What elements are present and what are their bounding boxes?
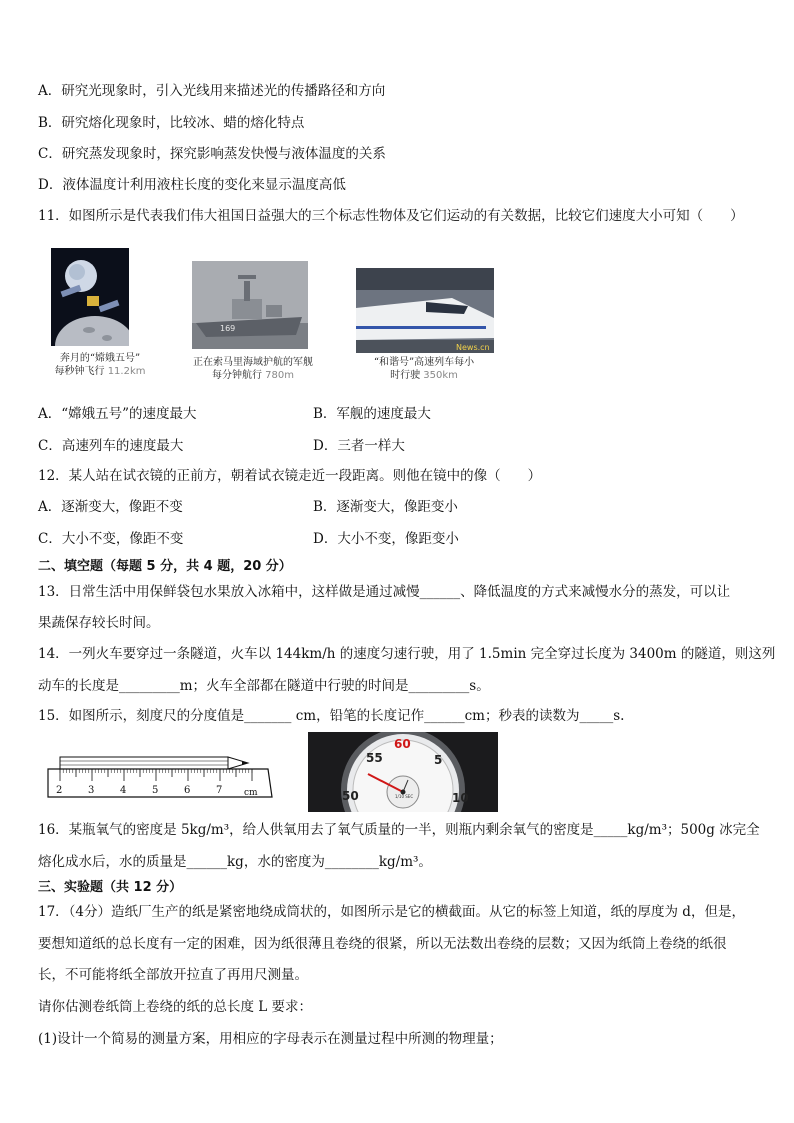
ruler-pencil-figure: [46, 753, 276, 809]
ruler-tick-label: 6: [184, 785, 191, 796]
stopwatch-number: 55: [366, 751, 383, 765]
train-watermark: News.cn: [456, 343, 490, 352]
q11-option-d: D．三者一样大: [313, 438, 405, 454]
change5-satellite-image: [51, 248, 129, 346]
section2-title: 二、填空题（每题 5 分，共 4 题，20 分）: [38, 559, 292, 574]
image3-caption-line1: “和谐号”高速列车每小: [373, 357, 475, 368]
q11-image3-caption: [358, 356, 490, 382]
q12-option-c: C．大小不变，像距不变: [38, 531, 184, 547]
q11-image2-caption: [180, 356, 326, 382]
section3-title: 三、实验题（共 12 分）: [38, 880, 183, 895]
q11-stem: 11．如图所示是代表我们伟大祖国日益强大的三个标志性物体及它们运动的有关数据，比较它们速度大小可知（ ）: [38, 208, 744, 224]
q10-option-d: D．液体温度计利用液柱长度的变化来显示温度高低: [38, 177, 346, 193]
q14-line2: 动车的长度是_________m；火车全部都在隧道中行驶的时间是_________s。: [38, 678, 490, 694]
stopwatch-number: 50: [342, 789, 359, 803]
image2-caption-line1: 正在索马里海域护航的军舰: [193, 357, 313, 368]
image3-value: 350km: [423, 370, 458, 381]
q11-image1-caption: [40, 352, 160, 378]
q17-line5: (1)设计一个简易的测量方案，用相应的字母表示在测量过程中所测的物理量；: [38, 1031, 503, 1047]
q12-option-a: A．逐渐变大，像距不变: [38, 499, 183, 515]
stopwatch-center-label: 1/10 SEC: [395, 794, 414, 799]
image2-caption-line2: 每分钟航行: [211, 370, 262, 381]
q17-line4: 请你估测卷纸筒上卷绕的纸的总长度 L 要求：: [38, 999, 313, 1015]
image2-value: 780m: [265, 370, 294, 381]
q13-line2: 果蔬保存较长时间。: [38, 615, 160, 631]
stopwatch-number: 5: [434, 753, 443, 767]
q11-option-c: C．高速列车的速度最大: [38, 438, 184, 454]
warship-image: [192, 261, 308, 349]
image1-value: 11.2km: [107, 366, 146, 377]
q12-option-b: B．逐渐变大，像距变小: [313, 499, 458, 515]
stopwatch-figure: [308, 732, 498, 812]
ruler-tick-label: 5: [152, 785, 159, 796]
ruler-unit-label: cm: [244, 788, 258, 798]
image1-caption-line2: 每秒钟飞行: [54, 366, 105, 377]
q10-option-a: A．研究光现象时，引入光线用来描述光的传播路径和方向: [38, 83, 386, 99]
ruler-tick-label: 4: [120, 785, 127, 796]
q11-option-a: A．“嫦娥五号”的速度最大: [38, 406, 197, 422]
q10-option-c: C．研究蒸发现象时，探究影响蒸发快慢与液体温度的关系: [38, 146, 386, 162]
q16-line1: 16．某瓶氧气的密度是 5kg/m³，给人供氧用去了氧气质量的一半，则瓶内剩余氧气的密度是_____kg/m³；500g 冰完全: [38, 822, 760, 838]
ruler-tick-label: 2: [56, 785, 63, 796]
image1-caption-line1: 奔月的“嫦娥五号”: [59, 353, 141, 364]
stopwatch-number: 60: [394, 737, 411, 751]
q17-line2: 要想知道纸的总长度有一定的困难，因为纸很薄且卷绕的很紧，所以无法数出卷绕的层数；又因为纸筒上卷绕的纸很: [38, 936, 727, 952]
q12-stem: 12．某人站在试衣镜的正前方，朝着试衣镜走近一段距离。则他在镜中的像（ ）: [38, 468, 542, 484]
q15-stem: 15．如图所示，刻度尺的分度值是_______ cm，铅笔的长度记作______cm；秒表的读数为_____s.: [38, 708, 625, 724]
ruler-tick-label: 3: [88, 785, 95, 796]
q13-line1: 13．日常生活中用保鲜袋包水果放入冰箱中，这样做是通过减慢______、降低温度的方式来减慢水分的蒸发，可以让: [38, 584, 731, 600]
q16-line2: 熔化成水后，水的质量是______kg，水的密度为________kg/m³。: [38, 854, 432, 870]
image3-caption-line2: 时行驶: [390, 370, 421, 381]
ruler-tick-label: 7: [216, 785, 223, 796]
high-speed-train-image: [356, 268, 494, 353]
q10-option-b: B．研究熔化现象时，比较冰、蜡的熔化特点: [38, 115, 305, 131]
q12-option-d: D．大小不变，像距变小: [313, 531, 459, 547]
q14-line1: 14．一列火车要穿过一条隧道，火车以 144km/h 的速度匀速行驶，用了 1.5min 完全穿过长度为 3400m 的隧道，则这列: [38, 646, 776, 662]
warship-hull-number: 169: [220, 324, 236, 333]
q11-option-b: B．军舰的速度最大: [313, 406, 431, 422]
stopwatch-number: 10: [452, 791, 469, 805]
q17-line3: 长，不可能将纸全部放开拉直了再用尺测量。: [38, 967, 308, 983]
q17-line1: 17．（4分）造纸厂生产的纸是紧密地绕成筒状的，如图所示是它的横截面。从它的标签上知道，纸的厚度为 d，但是，: [38, 904, 745, 920]
